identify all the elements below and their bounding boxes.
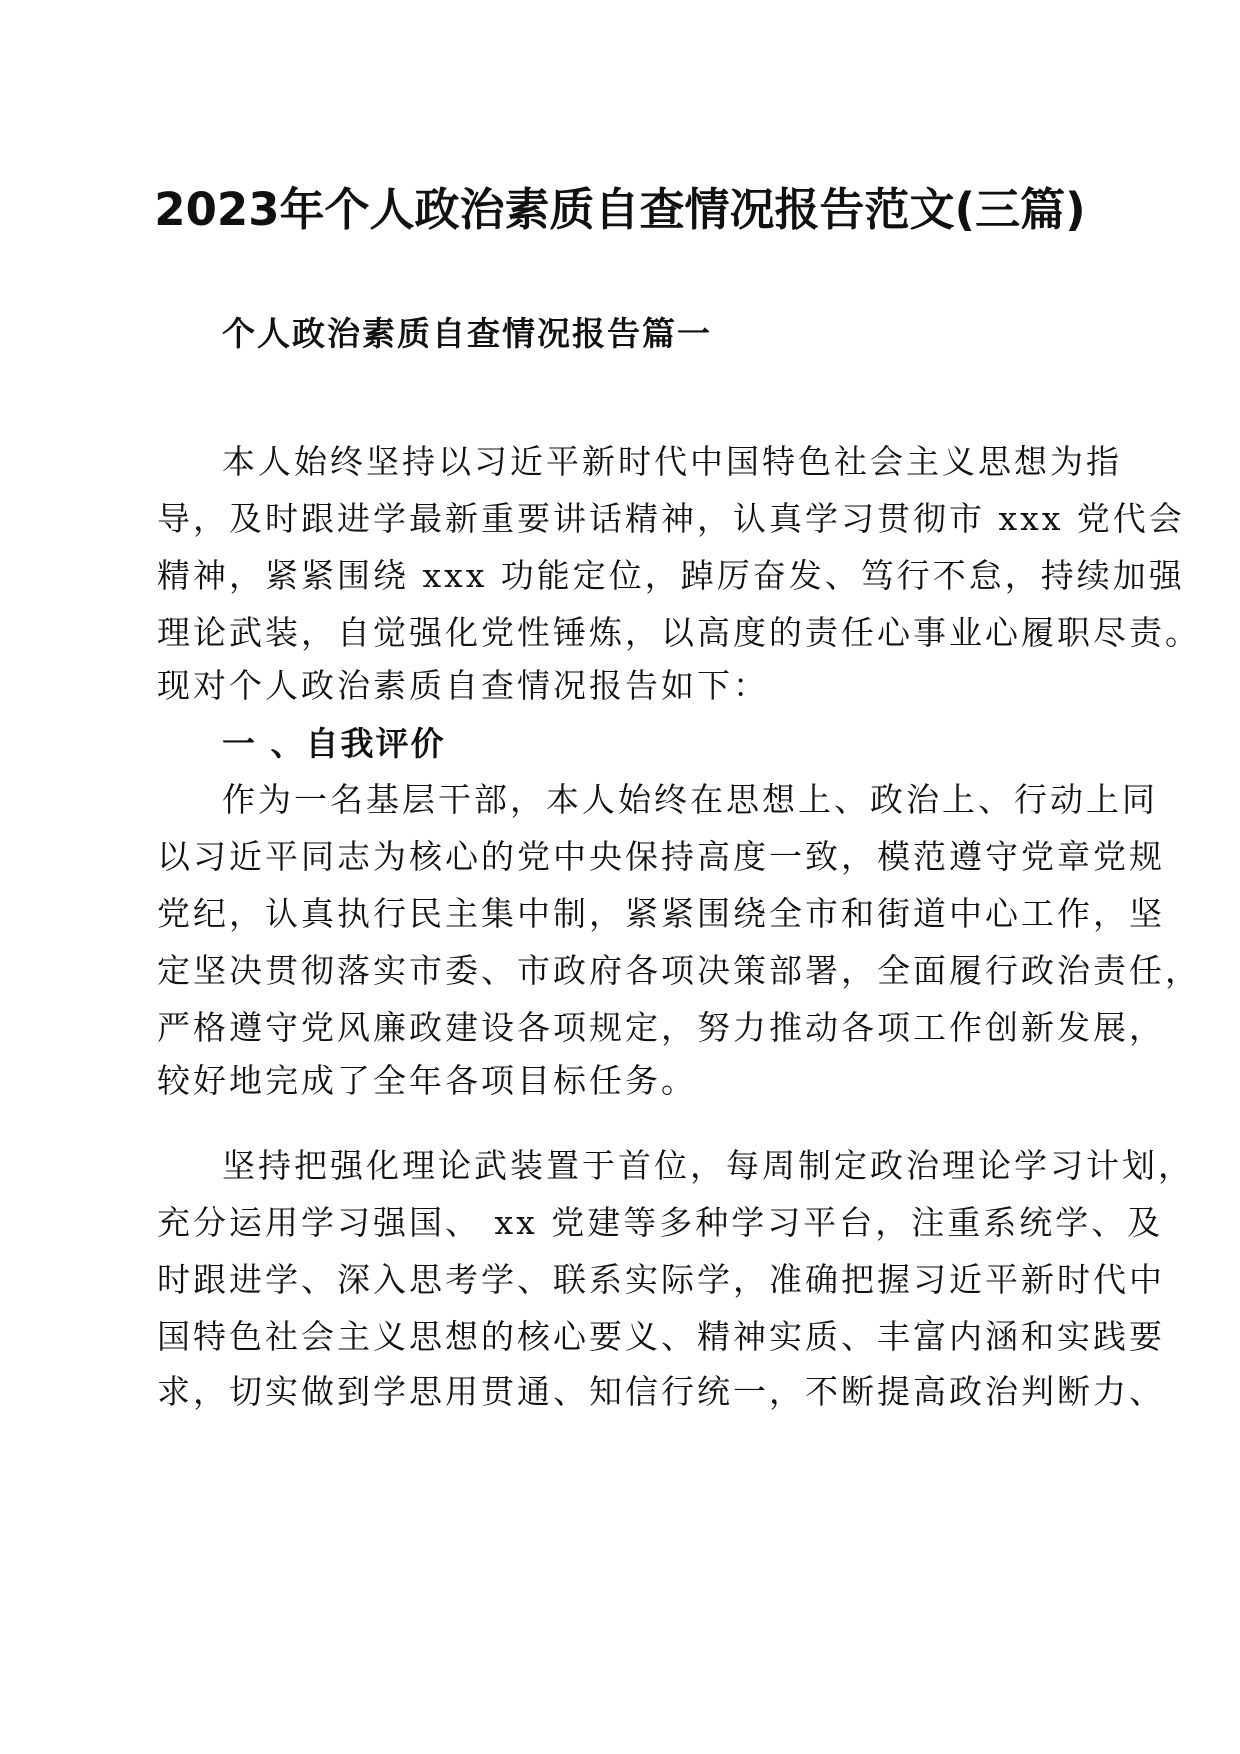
- paragraph-1-line: 精神，紧紧围绕 xxx 功能定位，踔厉奋发、笃行不怠，持续加强: [157, 556, 1185, 595]
- paragraph-2-line: 定坚决贯彻落实市委、市政府各项决策部署，全面履行政治责任，: [157, 951, 1201, 990]
- paragraph-3-line: 国特色社会主义思想的核心要义、精神实质、丰富内涵和实践要: [157, 1317, 1165, 1356]
- paragraph-1-line: 本人始终坚持以习近平新时代中国特色社会主义思想为指: [222, 442, 1122, 481]
- paragraph-1-line: 理论武装，自觉强化党性锤炼，以高度的责任心事业心履职尽责。: [157, 613, 1201, 652]
- paragraph-3-line: 求，切实做到学思用贯通、知信行统一，不断提高政治判断力、: [157, 1372, 1165, 1411]
- section-subtitle: 个人政治素质自查情况报告篇一: [222, 314, 712, 353]
- paragraph-1-line: 现对个人政治素质自查情况报告如下：: [157, 666, 769, 705]
- paragraph-2-line: 严格遵守党风廉政建设各项规定，努力推动各项工作创新发展，: [157, 1008, 1165, 1047]
- paragraph-2-line: 党纪，认真执行民主集中制，紧紧围绕全市和街道中心工作，坚: [157, 894, 1165, 933]
- paragraph-1-line: 导，及时跟进学最新重要讲话精神，认真学习贯彻市 xxx 党代会: [157, 499, 1185, 538]
- paragraph-3-line: 时跟进学、深入思考学、联系实际学，准确把握习近平新时代中: [157, 1260, 1165, 1299]
- paragraph-2-line: 作为一名基层干部，本人始终在思想上、政治上、行动上同: [222, 780, 1158, 819]
- paragraph-2-line: 较好地完成了全年各项目标任务。: [157, 1061, 697, 1100]
- paragraph-3-line: 充分运用学习强国、 xx 党建等多种学习平台，注重系统学、及: [157, 1203, 1164, 1242]
- paragraph-2-line: 以习近平同志为核心的党中央保持高度一致，模范遵守党章党规: [157, 837, 1165, 876]
- section-heading-self-evaluation: 一 、自我评价: [222, 724, 446, 763]
- document-title: 2023年个人政治素质自查情况报告范文(三篇): [154, 183, 1086, 236]
- paragraph-3-line: 坚持把强化理论武装置于首位，每周制定政治理论学习计划，: [222, 1146, 1194, 1185]
